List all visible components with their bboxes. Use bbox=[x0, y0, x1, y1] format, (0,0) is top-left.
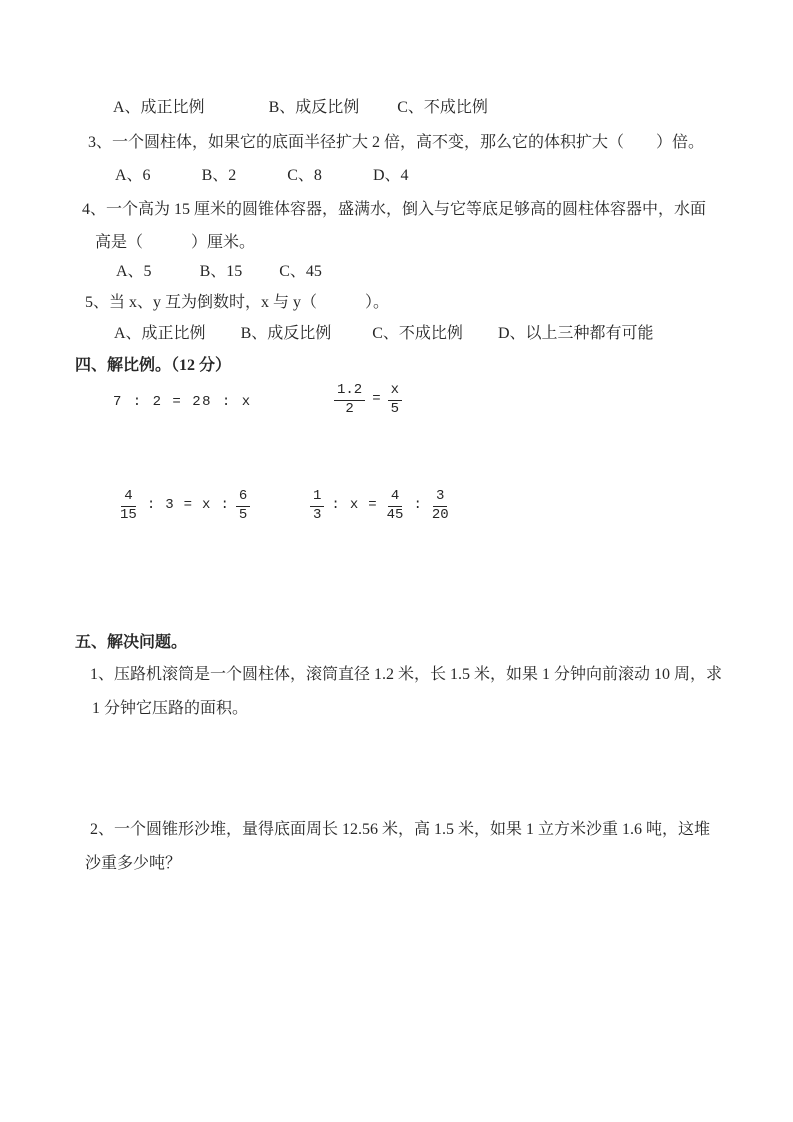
fraction-denominator: 2 bbox=[345, 400, 354, 417]
option: C、45 bbox=[279, 263, 322, 280]
fraction-numerator: 4 bbox=[121, 488, 135, 507]
option: D、以上三种都有可能 bbox=[497, 325, 654, 342]
fraction bbox=[310, 488, 324, 524]
question4-options-row bbox=[116, 263, 322, 281]
option: D、4 bbox=[372, 167, 409, 184]
equation-token: : bbox=[413, 497, 422, 514]
question4-text-line2: 高是（ ）厘米。 bbox=[95, 234, 256, 251]
problem2-text-line2: 沙重多少吨？ bbox=[85, 855, 182, 872]
question3-options-row bbox=[115, 167, 409, 185]
equation-token: : bbox=[331, 497, 340, 514]
question3-text: 3、一个圆柱体，如果它的底面半径扩大 2 倍，高不变，那么它的体积扩大（ ）倍。 bbox=[88, 134, 705, 151]
option: C、不成比例 bbox=[397, 99, 488, 116]
problem1-text-line1: 1、压路机滚筒是一个圆柱体，滚筒直径 1.2 米，长 1.5 米，如果 1 分钟向前滚动 10 周，求 bbox=[90, 666, 723, 683]
equation-token: : bbox=[220, 497, 229, 514]
fraction-denominator: 20 bbox=[431, 506, 449, 523]
question5-text: 5、当 x、y 互为倒数时，x 与 y（ ）。 bbox=[85, 294, 390, 311]
equation-token: x bbox=[349, 497, 359, 514]
option: A、成正比例 bbox=[113, 99, 205, 116]
fraction bbox=[388, 382, 402, 418]
problem1-text-line2: 1 分钟它压路的面积。 bbox=[92, 700, 249, 717]
fraction-numerator: 6 bbox=[236, 488, 250, 507]
equation-token: = bbox=[183, 497, 193, 514]
fraction-denominator: 5 bbox=[390, 400, 400, 417]
fraction-denominator: 5 bbox=[238, 506, 248, 523]
question2-options-row bbox=[113, 99, 488, 117]
fraction bbox=[236, 488, 250, 524]
equation-token: = bbox=[368, 497, 377, 514]
proportion-equation-4 bbox=[308, 488, 454, 524]
option: B、15 bbox=[199, 263, 243, 280]
proportion-equation-1: 7 : 2 = 28 : x bbox=[113, 394, 252, 410]
proportion-equation-3 bbox=[115, 488, 252, 524]
fraction-numerator: 3 bbox=[433, 488, 447, 507]
option: A、5 bbox=[116, 263, 152, 280]
fraction bbox=[429, 488, 452, 524]
fraction-numerator: 1.2 bbox=[334, 382, 365, 401]
option: A、6 bbox=[115, 167, 151, 184]
fraction-denominator: 3 bbox=[313, 506, 322, 523]
fraction bbox=[334, 382, 365, 418]
fraction-denominator: 15 bbox=[120, 506, 137, 523]
fraction-numerator: 4 bbox=[388, 488, 402, 507]
equation-token: x bbox=[202, 497, 211, 514]
proportion-equation-2 bbox=[332, 382, 404, 418]
option: B、成反比例 bbox=[240, 325, 332, 342]
fraction bbox=[117, 488, 140, 524]
option: B、2 bbox=[201, 167, 237, 184]
option: A、成正比例 bbox=[114, 325, 206, 342]
fraction-denominator: 45 bbox=[386, 506, 404, 523]
option: C、8 bbox=[287, 167, 322, 184]
equation-token: : bbox=[146, 497, 156, 514]
fraction-numerator: x bbox=[388, 382, 402, 401]
option: B、成反比例 bbox=[268, 99, 360, 116]
section5-heading: 五、解决问题。 bbox=[75, 634, 188, 651]
fraction-numerator: 1 bbox=[310, 488, 324, 507]
option: C、不成比例 bbox=[372, 325, 463, 342]
question4-text-line1: 4、一个高为 15 厘米的圆锥体容器，盛满水，倒入与它等底足够高的圆柱体容器中，水面 bbox=[82, 201, 707, 218]
question5-options-row bbox=[114, 325, 654, 343]
problem2-text-line1: 2、一个圆锥形沙堆，量得底面周长 12.56 米，高 1.5 米，如果 1 立方米沙重 1.6 吨，这堆 bbox=[90, 821, 711, 838]
section4-heading: 四、解比例。（12 分） bbox=[75, 357, 232, 374]
equation-token: 3 bbox=[165, 497, 174, 514]
equation-token: = bbox=[372, 391, 381, 408]
fraction bbox=[384, 488, 407, 524]
